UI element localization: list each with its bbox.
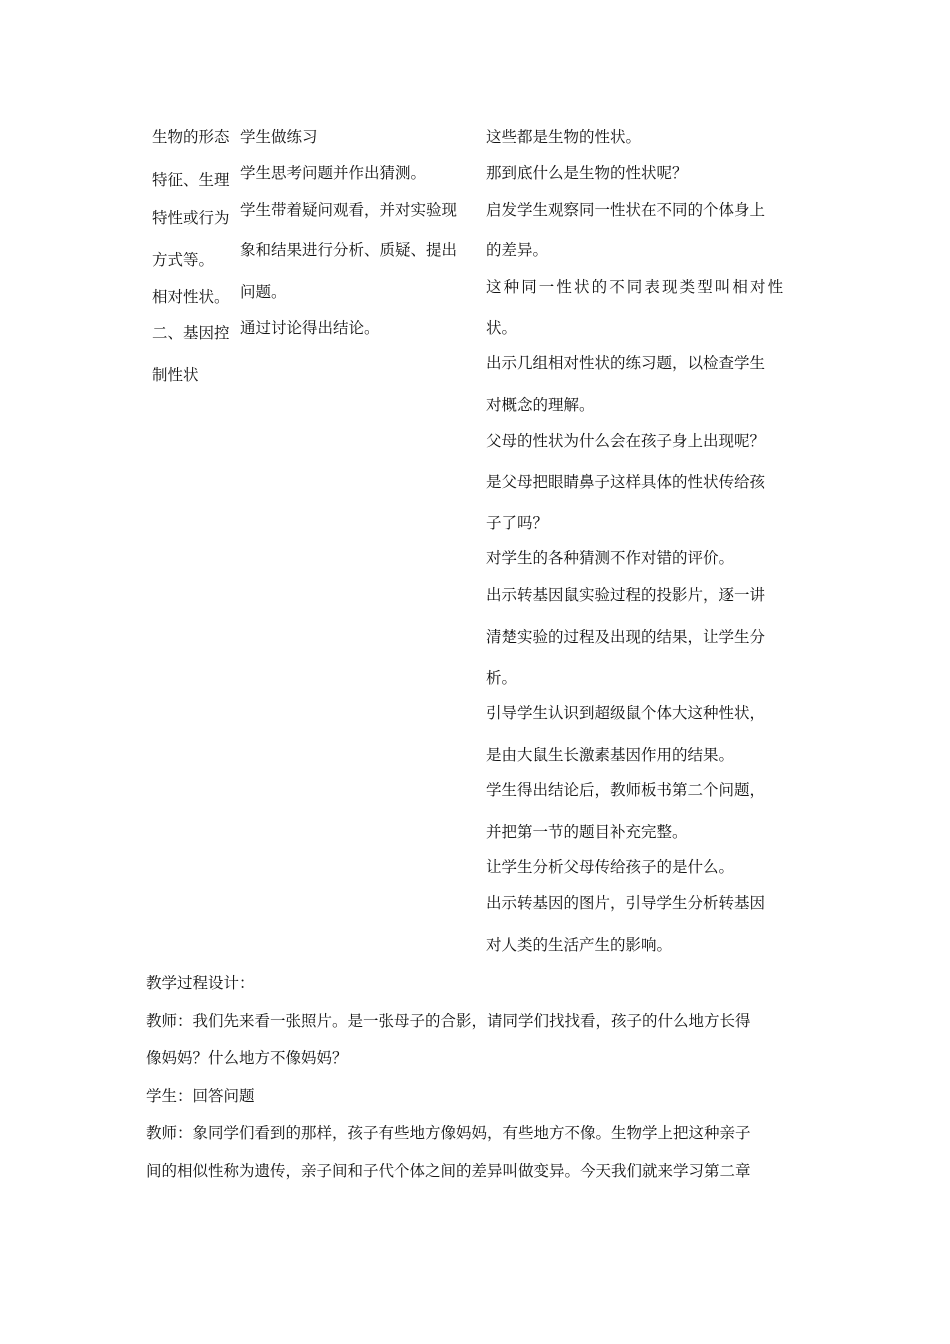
paragraph-line: 教师：象同学们看到的那样，孩子有些地方像妈妈，有些地方不像。生物学上把这种亲子 <box>146 1124 751 1142</box>
paragraph-line: 教师：我们先来看一张照片。是一张母子的合影，请同学们找找看，孩子的什么地方长得 <box>146 1012 751 1030</box>
paragraph-line: 学生：回答问题 <box>146 1087 255 1105</box>
teacher-col-line: 启发学生观察同一性状在不同的个体身上 <box>486 201 766 219</box>
teacher-col-line: 对概念的理解。 <box>486 396 595 414</box>
teacher-col-line: 让学生分析父母传给孩子的是什么。 <box>486 858 735 876</box>
teacher-col-line: 状。 <box>486 319 518 337</box>
teacher-col-line: 是父母把眼睛鼻子这样具体的性状传给孩 <box>486 473 766 491</box>
teacher-col-line: 出示转基因鼠实验过程的投影片，逐一讲 <box>486 586 766 604</box>
content-col-line: 相对性状。 <box>152 288 230 306</box>
paragraph-line: 间的相似性称为遗传，亲子间和子代个体之间的差异叫做变异。今天我们就来学习第二章 <box>146 1162 751 1180</box>
teacher-col-line: 学生得出结论后，教师板书第二个问题， <box>486 781 766 799</box>
student-col-line: 学生带着疑问观看，并对实验现 <box>240 201 458 219</box>
teacher-col-line: 这些都是生物的性状。 <box>486 128 642 146</box>
teacher-col-line: 出示几组相对性状的练习题，以检查学生 <box>486 354 766 372</box>
teacher-col-line: 这种同一性状的不同表现类型叫相对性 <box>486 278 786 296</box>
teacher-col-line: 析。 <box>486 669 518 687</box>
content-col-line: 制性状 <box>152 366 199 384</box>
teacher-col-line: 对学生的各种猜测不作对错的评价。 <box>486 549 735 567</box>
teacher-col-line: 引导学生认识到超级鼠个体大这种性状， <box>486 704 766 722</box>
student-col-line: 学生思考问题并作出猜测。 <box>240 164 427 182</box>
teacher-col-line: 出示转基因的图片，引导学生分析转基因 <box>486 894 766 912</box>
paragraph-line: 像妈妈？什么地方不像妈妈？ <box>146 1049 348 1067</box>
teacher-col-line: 的差异。 <box>486 241 549 259</box>
content-col-line: 特征、生理 <box>152 171 230 189</box>
teacher-col-line: 对人类的生活产生的影响。 <box>486 936 673 954</box>
teacher-col-line: 子了吗？ <box>486 514 549 532</box>
student-col-line: 象和结果进行分析、质疑、提出 <box>240 241 458 259</box>
teacher-col-line: 并把第一节的题目补充完整。 <box>486 823 688 841</box>
student-col-line: 通过讨论得出结论。 <box>240 319 380 337</box>
teacher-col-line: 是由大鼠生长激素基因作用的结果。 <box>486 746 735 764</box>
teacher-col-line: 那到底什么是生物的性状呢？ <box>486 164 688 182</box>
content-col-line: 方式等。 <box>152 251 215 269</box>
teacher-col-line: 清楚实验的过程及出现的结果，让学生分 <box>486 628 766 646</box>
section-heading: 教学过程设计： <box>146 974 255 992</box>
content-col-line: 特性或行为 <box>152 209 230 227</box>
content-col-line: 生物的形态 <box>152 128 230 146</box>
teacher-col-line: 父母的性状为什么会在孩子身上出现呢？ <box>486 432 766 450</box>
student-col-line: 问题。 <box>240 283 287 301</box>
content-col-line: 二、基因控 <box>152 324 230 342</box>
student-col-line: 学生做练习 <box>240 128 318 146</box>
